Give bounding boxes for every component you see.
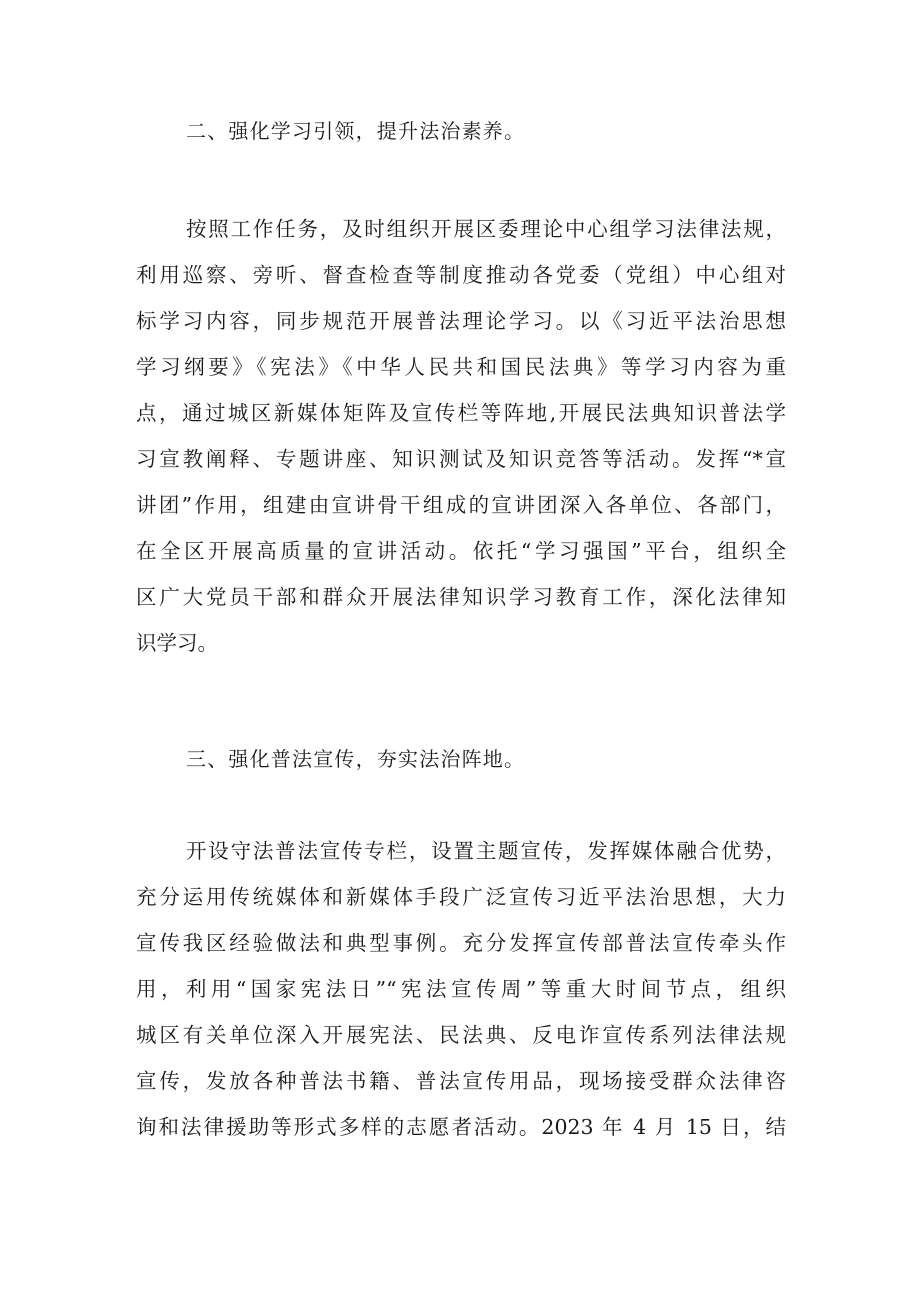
paragraph-line: 充分运用传统媒体和新媒体手段广泛宣传习近平法治思想，大力 [136,885,786,909]
paragraph-line: 点，通过城区新媒体矩阵及宣传栏等阵地,开展民法典知识普法学 [136,401,786,425]
paragraph-line: 习宣教阐释、专题讲座、知识测试及知识竞答等活动。发挥“*宣 [136,447,786,471]
paragraph-line: 按照工作任务，及时组织开展区委理论中心组学习法律法规， [186,217,786,241]
paragraph-line: 用，利用“国家宪法日”“宪法宣传周”等重大时间节点，组织 [136,977,786,1001]
paragraph-line: 宣传我区经验做法和典型事例。充分发挥宣传部普法宣传牵头作 [136,931,786,955]
paragraph-line: 开设守法普法宣传专栏，设置主题宣传，发挥媒体融合优势， [186,839,786,863]
paragraph-line: 标学习内容，同步规范开展普法理论学习。以《习近平法治思想 [136,309,786,333]
paragraph-line: 利用巡察、旁听、督查检查等制度推动各党委（党组）中心组对 [136,263,786,287]
paragraph-line: 讲团”作用，组建由宣讲骨干组成的宣讲团深入各单位、各部门， [136,493,786,517]
paragraph-line: 宣传，发放各种普法书籍、普法宣传用品，现场接受群众法律咨 [136,1069,786,1093]
paragraph-line: 区广大党员干部和群众开展法律知识学习教育工作，深化法律知 [136,585,786,609]
paragraph-line: 在全区开展高质量的宣讲活动。依托“学习强国”平台，组织全 [136,539,786,563]
paragraph-section-2 [136,206,786,666]
paragraph-section-3 [136,828,786,1150]
paragraph-line: 学习纲要》《宪法》《中华人民共和国民法典》等学习内容为重 [136,355,786,379]
paragraph-line: 城区有关单位深入开展宪法、民法典、反电诈宣传系列法律法规 [136,1023,786,1047]
paragraph-line: 询和法律援助等形式多样的志愿者活动。2023 年 4 月 15 日，结 [136,1115,786,1139]
section-heading-2: 二、强化学习引领，提升法治素养。 [186,119,526,143]
paragraph-line: 识学习。 [136,631,218,655]
section-heading-3: 三、强化普法宣传，夯实法治阵地。 [186,747,526,771]
